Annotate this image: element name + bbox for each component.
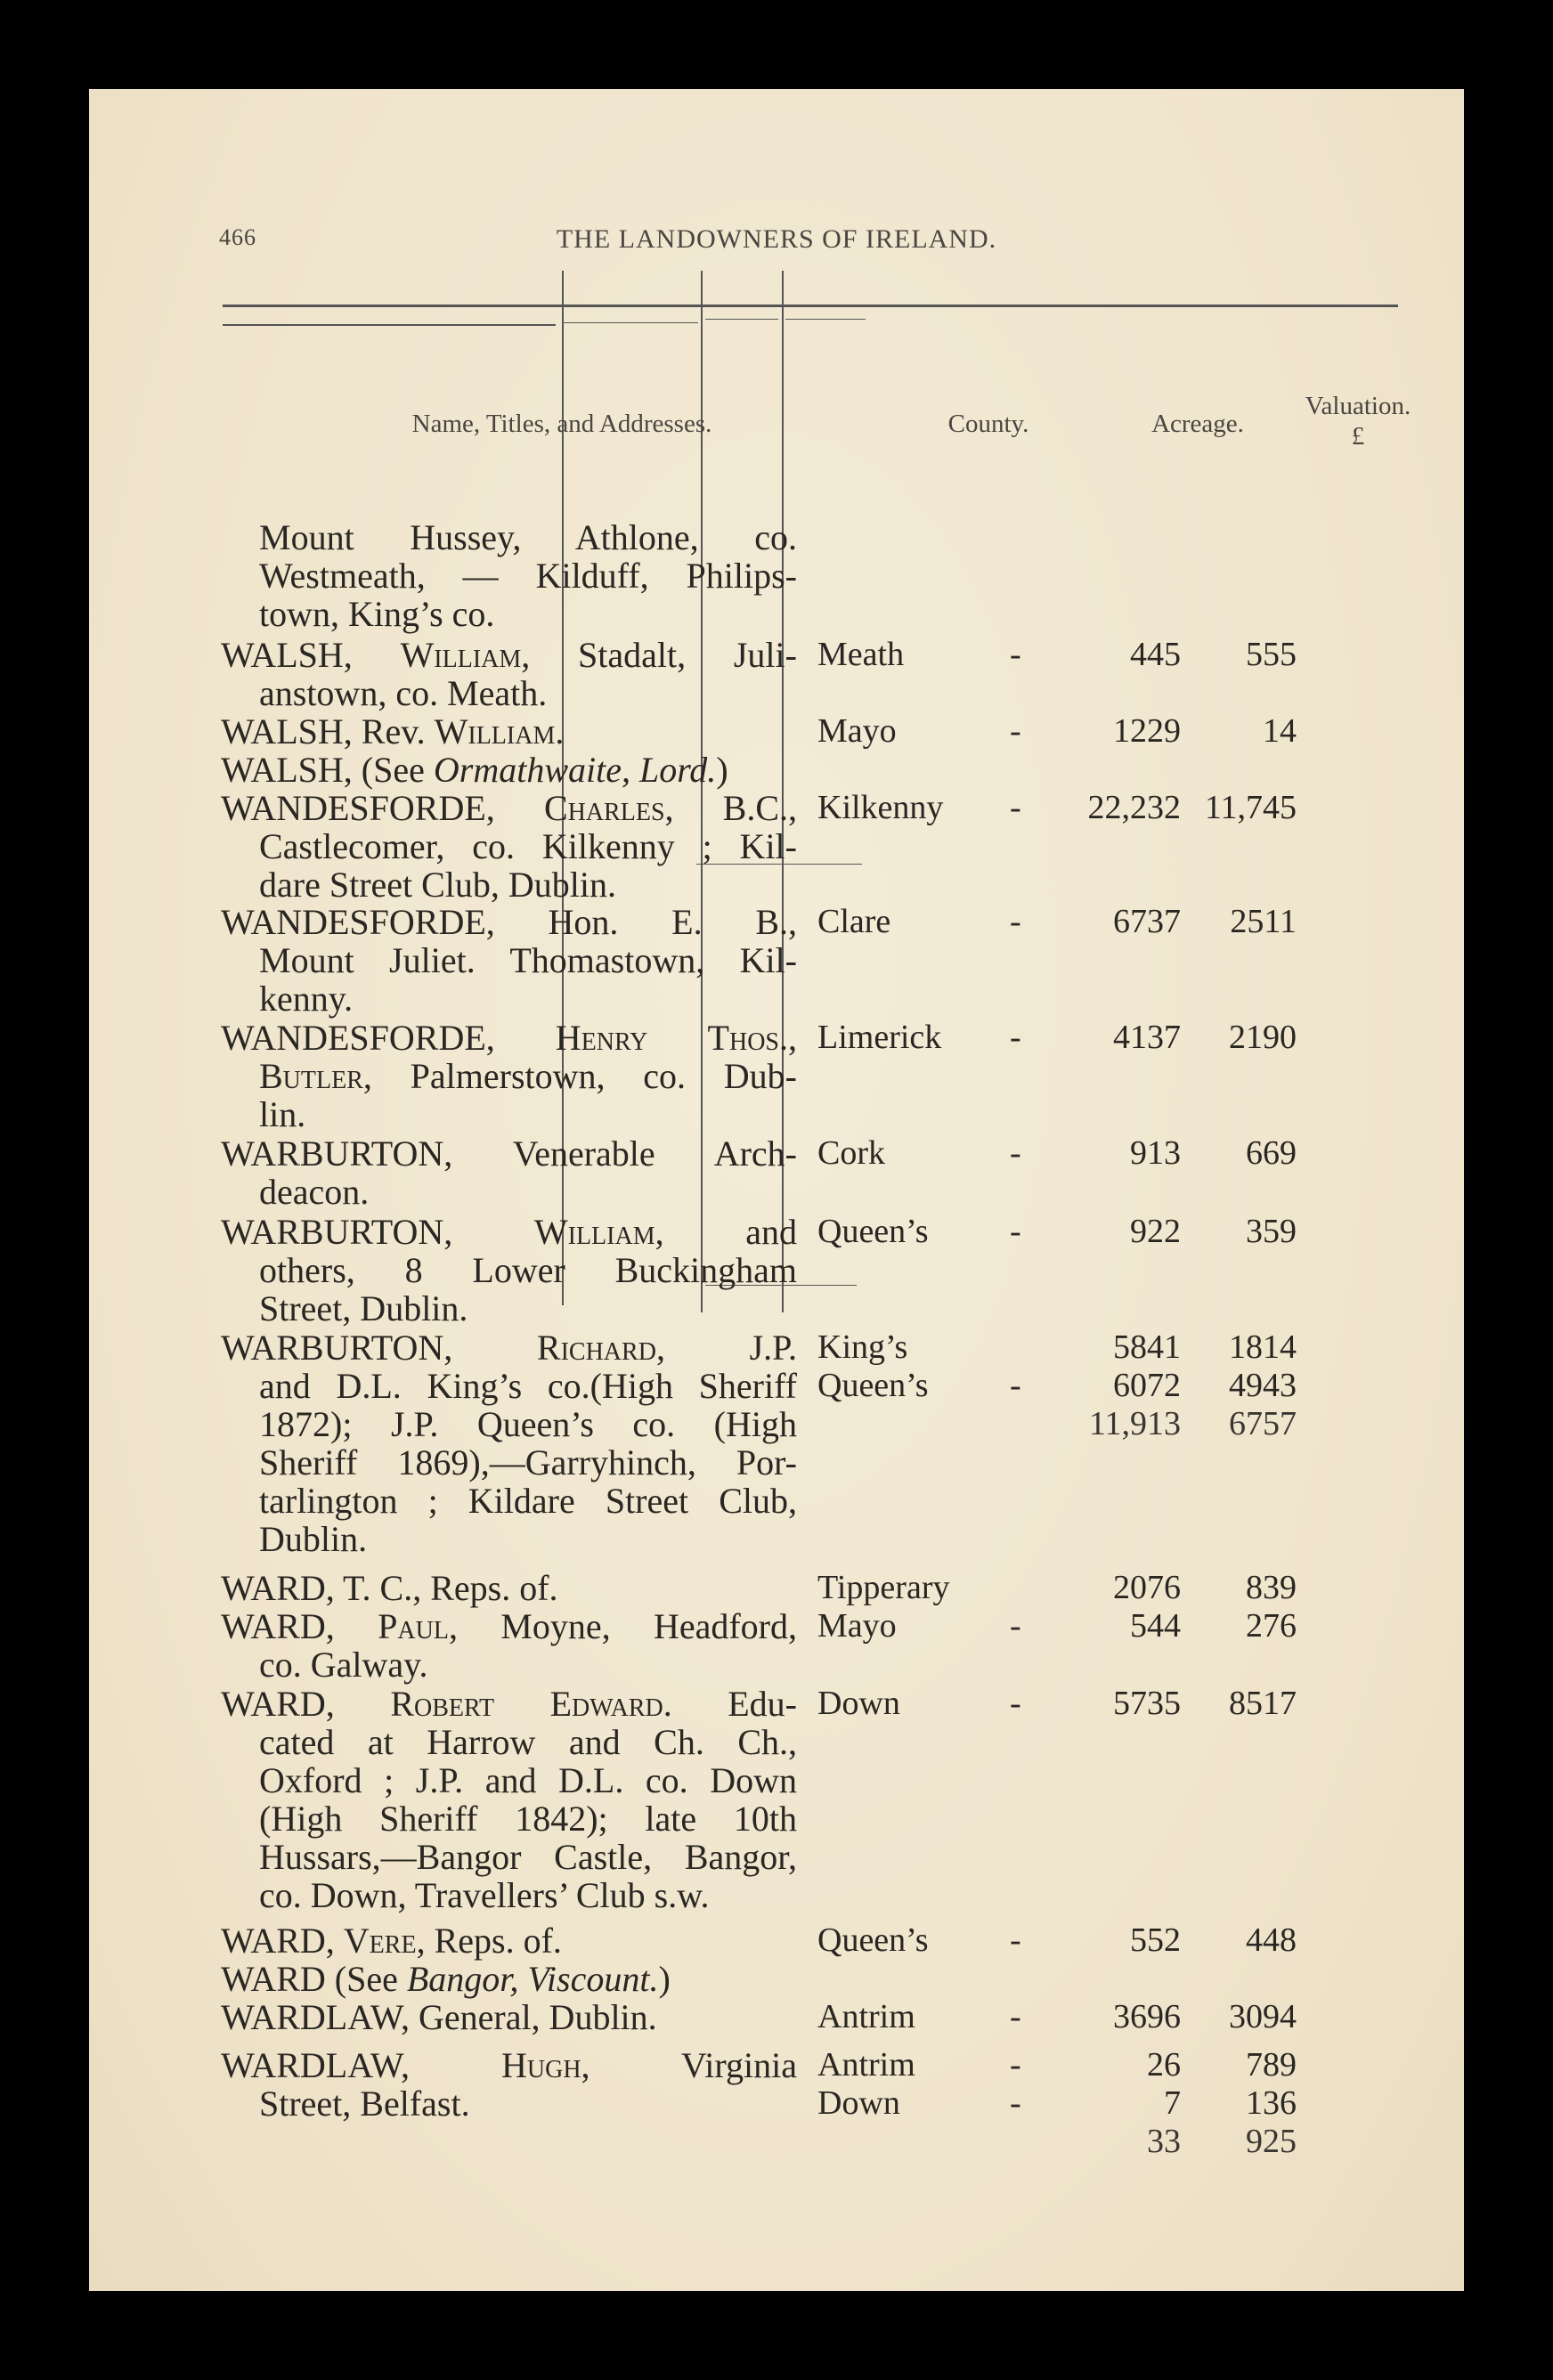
entry-line: co. Galway. — [259, 1645, 428, 1685]
row-valuation: 789 — [1246, 2046, 1297, 2084]
entry-line: tarlington ; Kildare Street Club, — [259, 1481, 797, 1521]
list-item — [221, 1569, 797, 1607]
list-item — [221, 1921, 797, 1960]
header-bottom-rule — [223, 324, 556, 326]
total-valuation: 925 — [1246, 2123, 1297, 2160]
row-county: Meath — [817, 636, 905, 673]
list-item — [221, 1960, 797, 1998]
row-valuation: 1814 — [1229, 1328, 1297, 1366]
row-dash: - — [1010, 1134, 1021, 1172]
entry-line: WARBURTON, William, and — [221, 1212, 797, 1252]
header-bottom-rule — [563, 322, 698, 323]
entry-line: Street, Belfast. — [259, 2084, 470, 2124]
book-page — [89, 89, 1464, 2291]
entry-line: town, King’s co. — [259, 594, 495, 634]
entry-line: Sheriff 1869),—Garryhinch, Por- — [259, 1442, 797, 1482]
row-acreage: 4137 — [1113, 1019, 1181, 1056]
row-dash: - — [1010, 1921, 1021, 1959]
row-acreage: 26 — [1147, 2046, 1181, 2084]
row-valuation: 555 — [1246, 636, 1297, 673]
row-dash: - — [1010, 712, 1021, 750]
row-valuation: 14 — [1263, 712, 1297, 750]
row-valuation: 136 — [1246, 2084, 1297, 2122]
entry-line: Westmeath, — Kilduff, Philips- — [259, 556, 797, 596]
row-dash: - — [1010, 903, 1021, 940]
header-bottom-rule — [785, 319, 866, 320]
row-county: Limerick — [817, 1019, 942, 1056]
row-acreage: 2076 — [1113, 1569, 1181, 1606]
row-acreage: 5735 — [1113, 1685, 1181, 1722]
row-dash: - — [1010, 1019, 1021, 1056]
row-county: Mayo — [817, 712, 897, 750]
row-dash: - — [1010, 1213, 1021, 1250]
total-valuation: 6757 — [1229, 1405, 1297, 1442]
row-acreage: 22,232 — [1087, 789, 1181, 826]
entry-line: and D.L. King’s co.(High Sheriff — [259, 1366, 797, 1406]
row-acreage: 6072 — [1113, 1367, 1181, 1404]
row-acreage: 922 — [1130, 1213, 1181, 1250]
list-item — [221, 1607, 797, 1684]
header-bottom-rule — [705, 319, 778, 320]
row-acreage: 913 — [1130, 1134, 1181, 1172]
row-acreage: 5841 — [1113, 1328, 1181, 1366]
column-heading-acreage: Acreage. — [1151, 410, 1244, 438]
page-number: 466 — [219, 224, 256, 250]
list-item — [221, 789, 797, 904]
list-item — [221, 636, 797, 712]
entry-line: WANDESFORDE, Hon. E. B., — [221, 902, 797, 942]
row-county: Antrim — [817, 2046, 915, 2084]
row-county: Cork — [817, 1134, 885, 1172]
running-title: THE LANDOWNERS OF IRELAND. — [556, 224, 997, 254]
valuation-unit: £ — [1351, 422, 1365, 451]
entry-line: WARBURTON, Richard, J.P. — [221, 1328, 797, 1368]
row-county: Antrim — [817, 1998, 915, 2035]
row-dash: - — [1010, 1367, 1021, 1404]
list-item — [221, 751, 797, 789]
list-item — [221, 712, 797, 751]
row-acreage: 544 — [1130, 1607, 1181, 1645]
entry-line: 1872); J.P. Queen’s co. (High — [259, 1404, 797, 1444]
list-item — [221, 1998, 797, 2036]
row-county: Down — [817, 1685, 900, 1722]
entry-line: anstown, co. Meath. — [259, 673, 548, 713]
entry-line: WARD (See Bangor, Viscount.) — [221, 1959, 671, 1999]
row-county: Queen’s — [817, 1213, 929, 1250]
row-county: Tipperary — [817, 1569, 950, 1606]
row-county: Kilkenny — [817, 789, 944, 826]
row-valuation: 2190 — [1229, 1019, 1297, 1056]
column-heading-valuation: Valuation. — [1305, 392, 1411, 420]
row-acreage: 7 — [1164, 2084, 1181, 2122]
row-county: Clare — [817, 903, 891, 940]
entry-line: dare Street Club, Dublin. — [259, 865, 617, 905]
row-county: Mayo — [817, 1607, 897, 1645]
entry-line: WARD, Vere, Reps. of. — [221, 1921, 562, 1961]
entry-line: WARBURTON, Venerable Arch- — [221, 1133, 797, 1174]
entry-line: cated at Harrow and Ch. Ch., — [259, 1722, 797, 1762]
entry-line: Oxford ; J.P. and D.L. co. Down — [259, 1760, 797, 1800]
entry-line: others, 8 Lower Buckingham — [259, 1250, 797, 1290]
total-acreage: 33 — [1147, 2123, 1181, 2160]
row-dash: - — [1010, 1998, 1021, 2035]
entry-line: deacon. — [259, 1172, 370, 1212]
list-item — [221, 1134, 797, 1211]
table-top-rule — [223, 305, 1398, 307]
entry-line: kenny. — [259, 979, 354, 1019]
list-item — [221, 1019, 797, 1133]
entry-line: Mount Hussey, Athlone, co. — [259, 517, 797, 557]
entry-line: Butler, Palmerstown, co. Dub- — [259, 1056, 797, 1096]
row-dash: - — [1010, 2084, 1021, 2122]
row-county: Down — [817, 2084, 900, 2122]
entry-line: WANDESFORDE, Henry Thos., — [221, 1018, 797, 1058]
row-valuation: 8517 — [1229, 1685, 1297, 1722]
entry-line: WANDESFORDE, Charles, B.C., — [221, 788, 798, 828]
row-acreage: 552 — [1130, 1921, 1181, 1959]
row-valuation: 11,745 — [1204, 789, 1297, 826]
entry-line: co. Down, Travellers’ Club s.w. — [259, 1875, 710, 1915]
list-item — [221, 2046, 797, 2123]
row-acreage: 3696 — [1113, 1998, 1181, 2035]
row-dash: - — [1010, 1685, 1021, 1722]
entry-line: Street, Dublin. — [259, 1288, 468, 1328]
row-dash: - — [1010, 2046, 1021, 2084]
row-dash: - — [1010, 1607, 1021, 1645]
entry-line: WARD, Paul, Moyne, Headford, — [221, 1606, 798, 1646]
row-valuation: 2511 — [1230, 903, 1297, 940]
row-county: Queen’s — [817, 1367, 929, 1404]
list-item — [221, 1685, 797, 1914]
entry-line: WALSH, (See Ormathwaite, Lord.) — [221, 750, 728, 790]
list-item — [221, 1213, 797, 1328]
row-valuation: 276 — [1246, 1607, 1297, 1645]
row-acreage: 1229 — [1113, 712, 1181, 750]
entry-line: WARD, Robert Edward. Edu- — [221, 1684, 797, 1724]
row-valuation: 839 — [1246, 1569, 1297, 1606]
row-dash: - — [1010, 789, 1021, 826]
row-acreage: 6737 — [1113, 903, 1181, 940]
row-county: King’s — [817, 1328, 908, 1366]
list-item — [221, 903, 797, 1018]
row-valuation: 359 — [1246, 1213, 1297, 1250]
entry-line: (High Sheriff 1842); late 10th — [259, 1799, 797, 1839]
row-acreage: 445 — [1130, 636, 1181, 673]
list-item — [221, 518, 797, 633]
row-valuation: 3094 — [1229, 1998, 1297, 2035]
entry-line: lin. — [259, 1094, 306, 1134]
entry-line: Mount Juliet. Thomastown, Kil- — [259, 940, 797, 980]
entry-line: WALSH, William, Stadalt, Juli- — [221, 635, 797, 675]
entry-line: WARD, T. C., Reps. of. — [221, 1568, 558, 1608]
row-dash: - — [1010, 636, 1021, 673]
row-valuation: 4943 — [1229, 1367, 1297, 1404]
entry-line: WARDLAW, Hugh, Virginia — [221, 2045, 797, 2085]
row-valuation: 448 — [1246, 1921, 1297, 1959]
row-valuation: 669 — [1246, 1134, 1297, 1172]
column-heading-name: Name, Titles, and Addresses. — [411, 410, 712, 438]
column-heading-county: County. — [947, 410, 1029, 438]
row-county: Queen’s — [817, 1921, 929, 1959]
list-item — [221, 1328, 797, 1558]
entry-line: Castlecomer, co. Kilkenny ; Kil- — [259, 826, 797, 866]
entry-line: Dublin. — [259, 1519, 368, 1559]
entry-line: Hussars,—Bangor Castle, Bangor, — [259, 1837, 797, 1877]
entry-line: WALSH, Rev. William. — [221, 711, 565, 751]
entry-line: WARDLAW, General, Dublin. — [221, 1997, 657, 2037]
total-acreage: 11,913 — [1088, 1405, 1181, 1442]
